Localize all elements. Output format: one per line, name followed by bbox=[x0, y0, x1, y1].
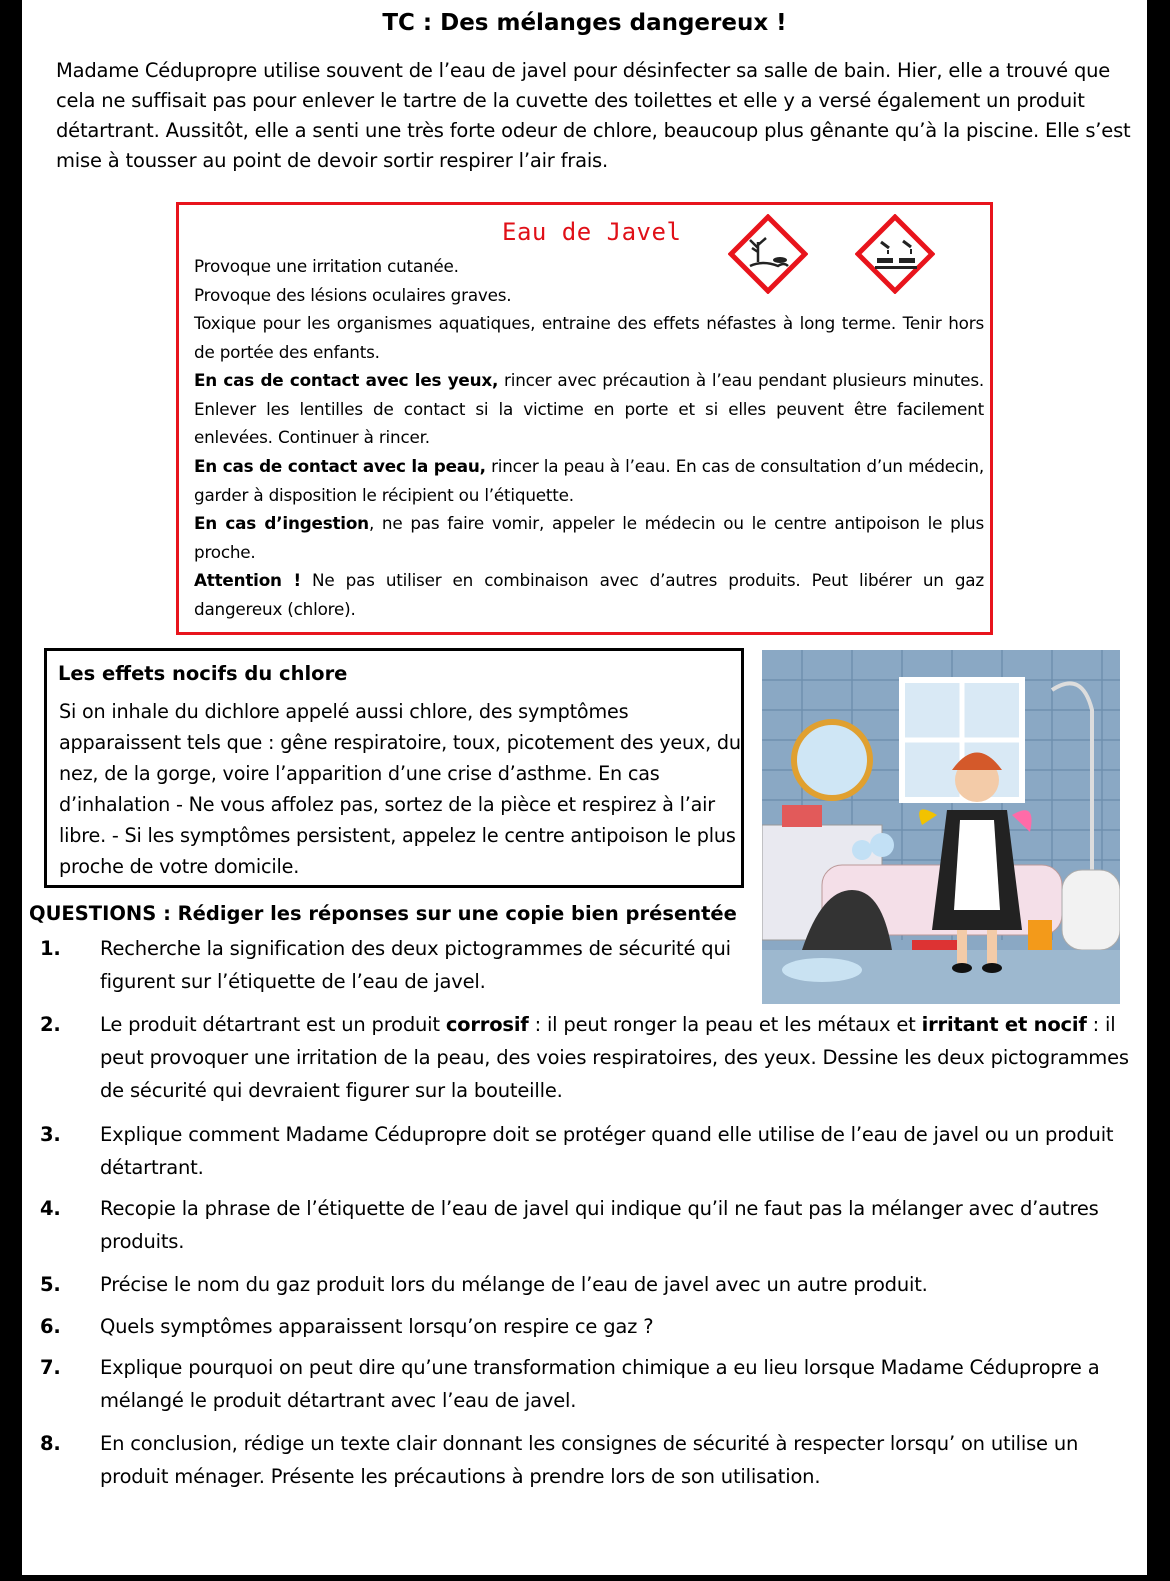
label-skin-paragraph bbox=[194, 452, 984, 509]
question-text: Précise le nom du gaz produit lors du mélange de l’eau de javel avec un autre produit. bbox=[100, 1273, 928, 1296]
question-3 bbox=[40, 1118, 1144, 1184]
question-text: : il peut provoquer une irritation de la peau, des voies respiratoires, des yeux. Dessine les deux pictogrammes de sécurité qui devraient figurer sur la bouteille. bbox=[100, 1013, 1129, 1102]
label-line-toxic: Toxique pour les organismes aquatiques, entraine des effets néfastes à long terme. Tenir hors de portée des enfants. bbox=[194, 313, 984, 362]
label-ingestion-bold: En cas d’ingestion bbox=[194, 513, 369, 533]
question-6 bbox=[40, 1310, 1144, 1343]
question-text: Explique pourquoi on peut dire qu’une transformation chimique a eu lieu lorsque Madame Cédupropre a mélangé le produit détartrant avec l’eau de javel. bbox=[100, 1356, 1100, 1412]
question-text: Le produit détartrant est un produit bbox=[100, 1013, 446, 1036]
label-ingestion-text: , ne pas faire vomir, appeler le médecin ou le centre antipoison le plus proche. bbox=[194, 513, 984, 562]
questions-heading: QUESTIONS : Rédiger les réponses sur une copie bien présentée bbox=[29, 902, 737, 925]
label-ingestion-paragraph bbox=[194, 509, 984, 566]
question-text: Explique comment Madame Cédupropre doit se protéger quand elle utilise de l’eau de javel ou un produit détartrant. bbox=[100, 1123, 1114, 1179]
question-number: 7. bbox=[40, 1356, 61, 1379]
bleach-label-title: Eau de Javel bbox=[502, 218, 682, 246]
question-2 bbox=[40, 1008, 1144, 1107]
question-text: Recherche la signification des deux pictogrammes de sécurité qui figurent sur l’étiquette de l’eau de javel. bbox=[100, 937, 731, 993]
question-7 bbox=[40, 1351, 1144, 1417]
question-number: 2. bbox=[40, 1013, 61, 1036]
question-text: Quels symptômes apparaissent lorsqu’on respire ce gaz ? bbox=[100, 1315, 654, 1338]
question-text: Recopie la phrase de l’étiquette de l’eau de javel qui indique qu’il ne faut pas la mélanger avec d’autres produits. bbox=[100, 1197, 1099, 1253]
chlorine-effects-text: Si on inhale du dichlore appelé aussi chlore, des symptômes apparaissent tels que : gêne respiratoire, toux, picotement des yeux, du nez, de la gorge, voire l’apparition d’une crise d’asthme. En cas d’inhalation - Ne vous affolez pas, sortez de la pièce et respirez à l’air libre. - Si les symptômes persistent, appelez le centre antipoison le plus proche de votre domicile. bbox=[59, 700, 741, 878]
label-eyes-text: rincer avec précaution à l’eau pendant plusieurs minutes. Enlever les lentilles de contact si la victime en porte et si elles peuvent être facilement enlevées. Continuer à rincer. bbox=[194, 370, 984, 447]
label-skin-bold: En cas de contact avec la peau, bbox=[194, 456, 486, 476]
question-bold-irritant: irritant et nocif bbox=[921, 1013, 1087, 1036]
label-eyes-bold: En cas de contact avec les yeux, bbox=[194, 370, 499, 390]
label-line-irritation: Provoque une irritation cutanée. bbox=[194, 256, 459, 276]
question-text: En conclusion, rédige un texte clair donnant les consignes de sécurité à respecter lorsqu’ on utilise un produit ménager. Présente les précautions à prendre lors de son utilisation. bbox=[100, 1432, 1079, 1488]
worksheet-page bbox=[22, 0, 1147, 1575]
question-text: : il peut ronger la peau et les métaux et bbox=[528, 1013, 922, 1036]
chlorine-effects-title: Les effets nocifs du chlore bbox=[58, 662, 348, 685]
bathroom-cleaning-illustration bbox=[762, 650, 1120, 1004]
intro-paragraph: Madame Cédupropre utilise souvent de l’eau de javel pour désinfecter sa salle de bain. Hier, elle a trouvé que cela ne suffisait pas pour enlever le tartre de la cuvette des toilettes et elle y a versé également un produit détartrant. Aussitôt, elle a senti une très forte odeur de chlore, beaucoup plus gênante qu’à la piscine. Elle s’est mise à tousser au point de devoir sortir respirer l’air frais. bbox=[56, 59, 1131, 172]
label-attention-paragraph bbox=[194, 566, 984, 623]
question-bold-corrosif: corrosif bbox=[445, 1013, 529, 1036]
question-number: 3. bbox=[40, 1123, 61, 1146]
label-eyes-paragraph bbox=[194, 366, 984, 452]
question-8 bbox=[40, 1427, 1144, 1493]
label-line-lesions: Provoque des lésions oculaires graves. bbox=[194, 285, 512, 305]
label-attention-bold: Attention ! bbox=[194, 570, 301, 590]
question-number: 5. bbox=[40, 1273, 61, 1296]
question-1 bbox=[40, 932, 744, 998]
question-number: 6. bbox=[40, 1315, 61, 1338]
question-4 bbox=[40, 1192, 1144, 1258]
label-attention-text: Ne pas utiliser en combinaison avec d’autres produits. Peut libérer un gaz dangereux (chlore). bbox=[194, 570, 984, 619]
question-number: 1. bbox=[40, 937, 61, 960]
question-5 bbox=[40, 1268, 1144, 1301]
question-number: 8. bbox=[40, 1432, 61, 1455]
question-number: 4. bbox=[40, 1197, 61, 1220]
page-title: TC : Des mélanges dangereux ! bbox=[382, 10, 787, 36]
label-skin-text: rincer la peau à l’eau. En cas de consultation d’un médecin, garder à disposition le récipient ou l’étiquette. bbox=[194, 456, 984, 505]
